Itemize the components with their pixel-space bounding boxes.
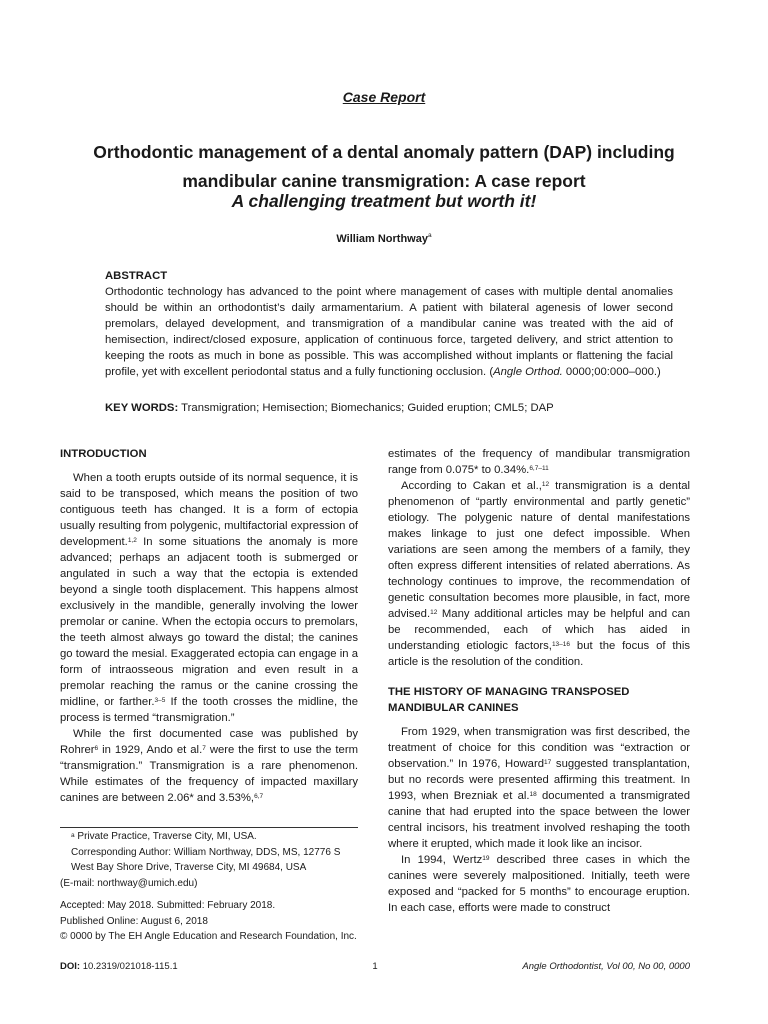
email-footnote: (E-mail: northway@umich.edu)	[60, 877, 198, 889]
accepted-date: Accepted: May 2018. Submitted: February 2018.	[60, 900, 276, 911]
footnote-divider	[60, 827, 358, 828]
copyright-notice: © 0000 by The EH Angle Education and Research Foundation, Inc.	[60, 931, 357, 942]
keywords	[105, 402, 673, 414]
abstract-heading: ABSTRACT	[105, 270, 168, 282]
journal-citation: Angle Orthodontist, Vol 00, No 00, 0000	[522, 961, 690, 972]
introduction-paragraph-2: While the first documented case was published by Rohrer$^6$ in 1929, Ando et al.$^7$ were the first to use the term “transmigration.” Transmigration is a rare phenomenon. While estimates of the frequency of impacted maxillary canines are between 2.06* and 3.53%,$^{6,7}$	[60, 728, 358, 804]
abstract-text: Orthodontic technology has advanced to the point where management of cases with multiple dental anomalies should be within an orthodontist’s daily armamentarium. A patient with bilateral agenesis of lower second premolars, delayed development, and transmigration of a mandibular canine was treated with the aid of hemisection, indirect/closed exposure, application of continuous force, targeted delivery, and strict attention to keeping the roots as much in bone as possible. This was accomplished without implants or flattening the facial profile, yet with excellent periodontal status and a fully functioning occlusion. (Angle Orthod. 0000;00:000–000.)	[105, 286, 673, 378]
left-column	[60, 446, 358, 806]
corresponding-author-footnote: Corresponding Author: William Northway, DDS, MS, 12776 S West Bay Shore Drive, Traverse City, MI 49684, USA	[71, 846, 341, 873]
doi: DOI: 10.2319/021018-115.1	[60, 961, 178, 972]
right-paragraph-continued: estimates of the frequency of mandibular transmigration range from 0.075* to 0.34%.$^{6,7-11}$	[388, 448, 690, 476]
article-subtitle: A challenging treatment but worth it!	[231, 191, 537, 211]
title-line-2: mandibular canine transmigration: A case report	[182, 171, 586, 191]
abstract	[105, 268, 673, 380]
right-paragraph-1: According to Cakan et al.,$^{12}$ transmigration is a dental phenomenon of “partly environmental and partly genetic” etiology. The polygenic nature of dental manifestations makes linkage to just one defect impossible. When variations are seen among the members of a family, they often express different intensities of related aberrations. As technology continues to improve, the recommendation of genetic consultation becomes more plausible, in fact, more advised.$^{12}$ Many additional articles may be helpful and can be recommended, each of which has aided in understanding etiologic factors,$^{13-16}$ but the focus of this article is the resolution of the condition.	[388, 480, 691, 668]
keywords-label: KEY WORDS:	[105, 402, 179, 414]
published-date: Published Online: August 6, 2018	[60, 915, 208, 927]
right-column	[388, 446, 690, 916]
page-number: 1	[372, 961, 378, 972]
author-affiliation-mark: a	[427, 232, 432, 239]
keywords-list: Transmigration; Hemisection; Biomechanics; Guided eruption; CML5; DAP	[178, 402, 554, 414]
history-paragraph-2: In 1994, Wertz$^{19}$ described three cases in which the canines were severely malpositioned. Initially, teeth were exposed and “packed for 5 months” to encourage eruption. In each case, efforts were made to construct	[388, 854, 690, 914]
affiliation-footnote: $^a$ Private Practice, Traverse City, MI, USA.	[71, 831, 257, 842]
introduction-paragraph-1: When a tooth erupts outside of its normal sequence, it is said to be transposed, which means the position of two contiguous teeth has changed. It is a form of ectopia usually resulting from polygenic, multifactorial expression of development.$^{1,2}$ In some situations the anomaly is more advanced; perhaps an adjacent tooth is submerged or angulated in such a way that the ectopia is extended beyond a single tooth displacement. This happens almost exclusively in the mandible, generally involving the lower premolar or canine. When the ectopia occurs to premolars, the teeth almost always go toward the distal; the canines go toward the mesial. Exaggerated ectopia can engage in a form of intraosseous migration and even result in a premolar reaching the ramus or the canine crossing the midline, or farther.$^{3-5}$ If the tooth crosses the midline, the process is termed “transmigration.”	[60, 472, 358, 724]
introduction-heading: INTRODUCTION	[60, 448, 147, 460]
article-title	[60, 138, 708, 196]
author-line	[0, 233, 768, 245]
history-paragraph-1: From 1929, when transmigration was first described, the treatment of choice for this condition was “extraction or observation.” In 1976, Howard$^{17}$ suggested transplantation, but no records were presented affirming this treatment. In 1993, when Brezniak et al.$^{18}$ documented a transmigrated canine that had erupted into the space between the lower central incisors, his treatment involved reshaping the tooth where it erupted, which made it look like an incisor.	[388, 726, 690, 850]
article-type-label: Case Report	[342, 89, 426, 105]
title-line-1: Orthodontic management of a dental anomaly pattern (DAP) including	[93, 142, 675, 162]
author-name: William Northway	[336, 233, 428, 245]
footnotes	[60, 829, 358, 945]
history-heading: THE HISTORY OF MANAGING TRANSPOSED MANDIBULAR CANINES	[388, 686, 630, 714]
